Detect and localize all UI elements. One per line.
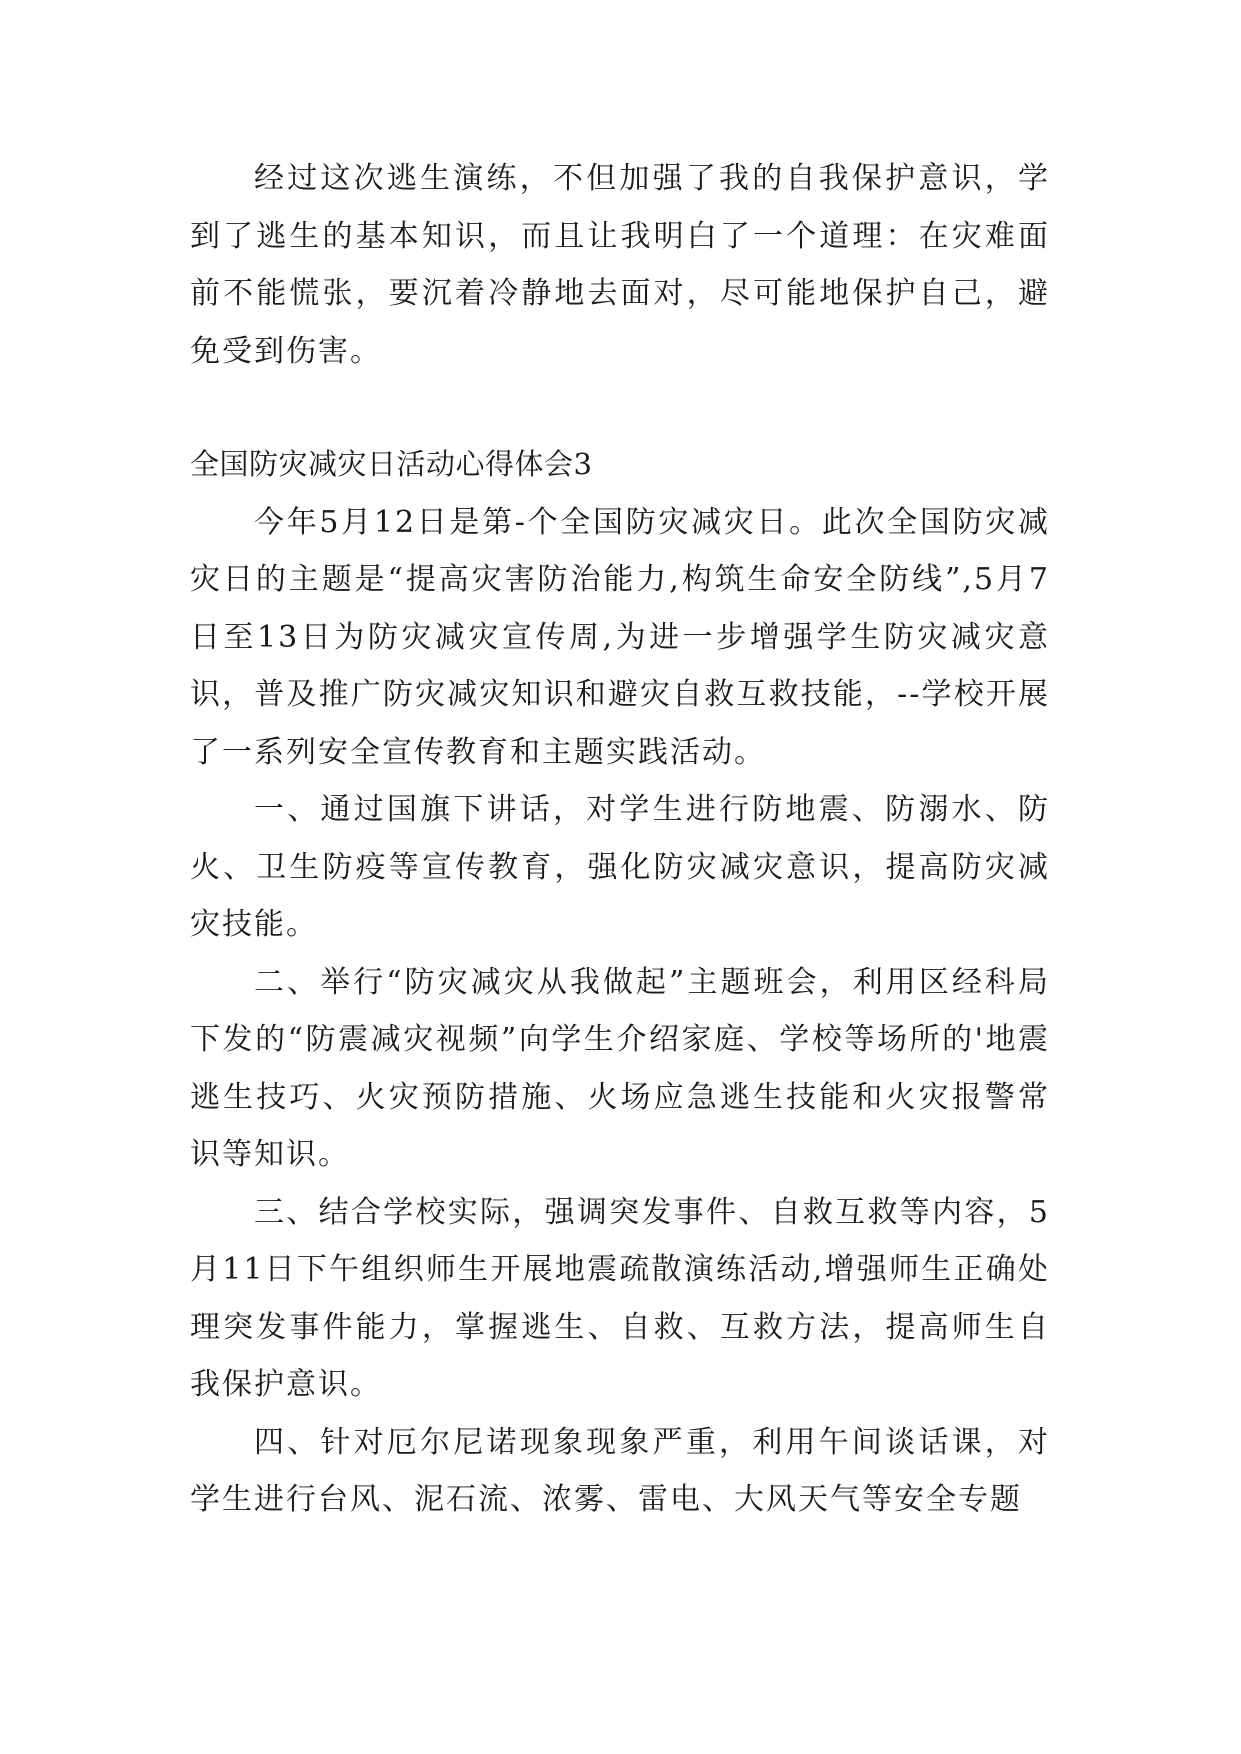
paragraph: 三、结合学校实际，强调突发事件、自救互救等内容，5月11日下午组织师生开展地震疏散演练活动,增强师生正确处理突发事件能力，掌握逃生、自救、互救方法，提高师生自我保护意识。 (190, 1194, 1050, 1402)
document-body (190, 150, 1050, 1529)
paragraph: 经过这次逃生演练，不但加强了我的自我保护意识，学到了逃生的基本知识，而且让我明白了一个道理：在灾难面前不能慌张，要沉着冷静地去面对，尽可能地保护自己，避免受到伤害。 (190, 161, 1050, 369)
paragraph: 二、举行“防灾减灾从我做起”主题班会，利用区经科局下发的“防震减灾视频”向学生介绍家庭、学校等场所的'地震逃生技巧、火灾预防措施、火场应急逃生技能和火灾报警常识等知识。 (190, 964, 1050, 1172)
section-title: 全国防灾减灾日活动心得体会3 (190, 447, 593, 481)
paragraph: 今年5月12日是第-个全国防灾减灾日。此次全国防灾减灾日的主题是“提高灾害防治能力,构筑生命安全防线”,5月7日至13日为防灾减灾宣传周,为进一步增强学生防灾减灾意识，普及推广防灾减灾知识和避灾自救互救技能，--学校开展了一系列安全宣传教育和主题实践活动。 (190, 504, 1050, 770)
paragraph: 四、针对厄尔尼诺现象现象严重，利用午间谈话课，对学生进行台风、泥石流、浓雾、雷电、大风天气等安全专题 (190, 1424, 1050, 1517)
paragraph: 一、通过国旗下讲话，对学生进行防地震、防溺水、防火、卫生防疫等宣传教育，强化防灾减灾意识，提高防灾减灾技能。 (190, 792, 1050, 942)
